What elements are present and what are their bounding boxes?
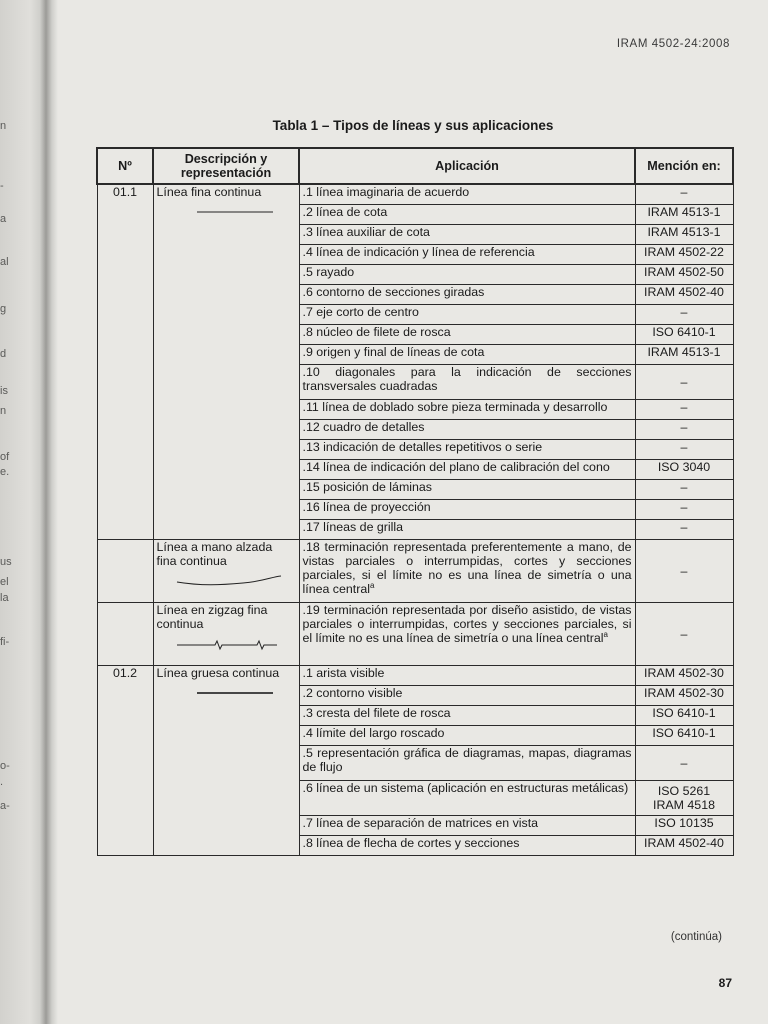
mention-text: IRAM 4502-22 bbox=[644, 245, 724, 259]
application-cell bbox=[299, 184, 635, 205]
line-description-text: Línea a mano alzada fina continua bbox=[156, 540, 273, 568]
margin-fragment: a bbox=[0, 213, 7, 225]
row-code bbox=[97, 603, 153, 666]
mention-text: ISO 6410-1 bbox=[652, 325, 716, 339]
application-text: .1 arista visible bbox=[302, 666, 385, 680]
mention-text: IRAM 4502-30 bbox=[644, 686, 724, 700]
application-cell bbox=[299, 726, 635, 746]
mention-text: ISO 6410-1 bbox=[652, 726, 716, 740]
document-page bbox=[58, 0, 768, 1024]
mention-cell bbox=[635, 400, 733, 420]
document-code: IRAM 4502-24:2008 bbox=[616, 38, 730, 50]
application-cell bbox=[299, 265, 635, 285]
margin-fragment: us bbox=[0, 556, 12, 568]
margin-fragment: a- bbox=[0, 800, 10, 812]
application-text: .19 terminación representada por diseño asistido, de vistas parciales o interrumpidas, cortes y secciones parciales, si el límite no es una línea de simetría o una línea central bbox=[302, 603, 632, 645]
mention-cell bbox=[635, 816, 733, 836]
application-text: .8 línea de flecha de cortes y secciones bbox=[302, 836, 520, 850]
application-text: .11 línea de doblado sobre pieza terminada y desarrollo bbox=[302, 400, 608, 414]
footnote-marker: a bbox=[603, 629, 608, 639]
table-title: Tabla 1 – Tipos de líneas y sus aplicaciones bbox=[272, 118, 554, 133]
mention-cell bbox=[635, 666, 733, 686]
application-text: .2 línea de cota bbox=[302, 205, 388, 219]
mention-text: – bbox=[680, 520, 688, 534]
header-description: Descripción y representación bbox=[153, 148, 299, 184]
mention-text: – bbox=[680, 305, 688, 319]
mention-cell bbox=[635, 245, 733, 265]
margin-fragment: of bbox=[0, 451, 10, 463]
mention-text: ISO 5261 bbox=[657, 784, 711, 798]
application-cell bbox=[299, 245, 635, 265]
application-text: .8 núcleo de filete de rosca bbox=[302, 325, 451, 339]
mention-text: – bbox=[680, 185, 688, 199]
application-text: .5 representación gráfica de diagramas, mapas, diagramas de flujo bbox=[302, 746, 632, 774]
application-text: .15 posición de láminas bbox=[302, 480, 432, 494]
mention-cell bbox=[635, 836, 733, 856]
previous-page-text-fragments bbox=[0, 0, 14, 1024]
mention-cell bbox=[635, 726, 733, 746]
mention-text: – bbox=[680, 756, 688, 770]
line-sample bbox=[157, 637, 296, 654]
margin-fragment: . bbox=[0, 776, 4, 788]
mention-text: – bbox=[680, 480, 688, 494]
application-cell bbox=[299, 285, 635, 305]
margin-fragment: el bbox=[0, 576, 9, 588]
header-mention: Mención en: bbox=[635, 148, 733, 184]
line-description bbox=[153, 184, 299, 540]
application-cell bbox=[299, 781, 635, 816]
application-cell bbox=[299, 500, 635, 520]
mention-cell bbox=[635, 265, 733, 285]
table-body bbox=[97, 184, 733, 856]
mention-text: IRAM 4513-1 bbox=[647, 345, 721, 359]
mention-text: IRAM 4502-40 bbox=[644, 836, 724, 850]
page-number: 87 bbox=[718, 976, 732, 990]
mention-cell bbox=[635, 225, 733, 245]
table-header-row bbox=[97, 148, 733, 184]
application-cell bbox=[299, 460, 635, 480]
application-cell bbox=[299, 746, 635, 781]
mention-cell bbox=[635, 706, 733, 726]
mention-cell bbox=[635, 205, 733, 225]
margin-fragment: e. bbox=[0, 466, 10, 478]
table-row bbox=[97, 540, 733, 603]
application-cell bbox=[299, 420, 635, 440]
margin-fragment: n bbox=[0, 405, 7, 417]
application-text: .5 rayado bbox=[302, 265, 355, 279]
mention-cell bbox=[635, 345, 733, 365]
application-cell bbox=[299, 205, 635, 225]
application-text: .4 límite del largo roscado bbox=[302, 726, 445, 740]
application-text: .10 diagonales para la indicación de secciones transversales cuadradas bbox=[302, 365, 632, 393]
application-cell bbox=[299, 686, 635, 706]
mention-text: – bbox=[680, 420, 688, 434]
margin-fragment: fi- bbox=[0, 636, 10, 648]
application-text: .13 indicación de detalles repetitivos o serie bbox=[302, 440, 543, 454]
application-text: .2 contorno visible bbox=[302, 686, 403, 700]
application-cell bbox=[299, 325, 635, 345]
mention-text: ISO 10135 bbox=[654, 816, 714, 830]
table-row bbox=[97, 603, 733, 666]
line-types-table bbox=[96, 147, 734, 856]
mention-cell bbox=[635, 781, 733, 816]
zigzag-line-sample bbox=[171, 637, 283, 651]
application-cell bbox=[299, 706, 635, 726]
application-cell bbox=[299, 345, 635, 365]
mention-cell bbox=[635, 500, 733, 520]
freehand-line-sample bbox=[171, 574, 283, 588]
mention-text: – bbox=[680, 400, 688, 414]
application-cell bbox=[299, 365, 635, 400]
application-text: .9 origen y final de líneas de cota bbox=[302, 345, 485, 359]
application-text: .14 línea de indicación del plano de calibración del cono bbox=[302, 460, 610, 474]
margin-fragment: la bbox=[0, 592, 9, 604]
application-cell bbox=[299, 305, 635, 325]
margin-fragment: d bbox=[0, 348, 7, 360]
mention-cell bbox=[635, 285, 733, 305]
mention-cell bbox=[635, 603, 733, 666]
header-no: Nº bbox=[97, 148, 153, 184]
mention-text: – bbox=[680, 440, 688, 454]
mention-text: IRAM 4502-40 bbox=[644, 285, 724, 299]
header-application: Aplicación bbox=[299, 148, 635, 184]
mention-text: IRAM 4513-1 bbox=[647, 225, 721, 239]
mention-text: ISO 3040 bbox=[657, 460, 711, 474]
line-description-text: Línea gruesa continua bbox=[156, 666, 280, 680]
mention-cell bbox=[635, 365, 733, 400]
application-cell bbox=[299, 225, 635, 245]
margin-fragment: al bbox=[0, 256, 9, 268]
mention-cell bbox=[635, 325, 733, 345]
application-text: .18 terminación representada preferentemente a mano, de vistas parciales o interrumpidas, cortes y secciones parciales, si el límite no es una línea de simetría o una línea central bbox=[302, 540, 632, 596]
application-text: .1 línea imaginaria de acuerdo bbox=[302, 185, 470, 199]
line-sample bbox=[157, 574, 296, 591]
margin-fragment: n bbox=[0, 120, 7, 132]
application-cell bbox=[299, 520, 635, 540]
margin-fragment: g bbox=[0, 303, 7, 315]
mention-cell bbox=[635, 540, 733, 603]
mention-cell bbox=[635, 686, 733, 706]
application-text: .3 cresta del filete de rosca bbox=[302, 706, 451, 720]
footnote-marker: a bbox=[370, 580, 375, 590]
mention-cell bbox=[635, 520, 733, 540]
application-cell bbox=[299, 816, 635, 836]
application-cell bbox=[299, 603, 635, 666]
fine-continuous-line-sample bbox=[195, 208, 275, 216]
mention-text: IRAM 4513-1 bbox=[647, 205, 721, 219]
table-row bbox=[97, 184, 733, 205]
table-row bbox=[97, 666, 733, 686]
application-cell bbox=[299, 836, 635, 856]
line-sample bbox=[157, 686, 296, 700]
mention-cell bbox=[635, 746, 733, 781]
application-cell bbox=[299, 480, 635, 500]
application-cell bbox=[299, 666, 635, 686]
application-text: .6 contorno de secciones giradas bbox=[302, 285, 485, 299]
mention-text: ISO 6410-1 bbox=[652, 706, 716, 720]
mention-text: – bbox=[680, 500, 688, 514]
mention-cell bbox=[635, 460, 733, 480]
thick-continuous-line-sample bbox=[195, 689, 275, 697]
mention-cell bbox=[635, 184, 733, 205]
mention-text: IRAM 4502-30 bbox=[644, 666, 724, 680]
application-text: .7 eje corto de centro bbox=[302, 305, 419, 319]
mention-text: IRAM 4502-50 bbox=[644, 265, 724, 279]
line-description bbox=[153, 603, 299, 666]
application-cell bbox=[299, 440, 635, 460]
application-text: .7 línea de separación de matrices en vista bbox=[302, 816, 539, 830]
continued-label: (continúa) bbox=[670, 931, 722, 943]
mention-text: – bbox=[680, 627, 688, 641]
row-code: 01.2 bbox=[97, 666, 153, 856]
mention-cell bbox=[635, 480, 733, 500]
application-cell bbox=[299, 540, 635, 603]
mention-text-secondary: IRAM 4518 bbox=[653, 798, 715, 812]
line-description-text: Línea fina continua bbox=[156, 185, 262, 199]
margin-fragment: o- bbox=[0, 760, 10, 772]
row-code: 01.1 bbox=[97, 184, 153, 540]
margin-fragment: - bbox=[0, 180, 4, 192]
application-text: .17 líneas de grilla bbox=[302, 520, 404, 534]
line-description-text: Línea en zigzag fina continua bbox=[156, 603, 268, 631]
line-sample bbox=[157, 205, 296, 219]
row-code bbox=[97, 540, 153, 603]
line-description bbox=[153, 540, 299, 603]
application-cell bbox=[299, 400, 635, 420]
application-text: .3 línea auxiliar de cota bbox=[302, 225, 430, 239]
margin-fragment: is bbox=[0, 385, 8, 397]
application-text: .16 línea de proyección bbox=[302, 500, 431, 514]
application-text: .4 línea de indicación y línea de referencia bbox=[302, 245, 535, 259]
line-description bbox=[153, 666, 299, 856]
application-text: .6 línea de un sistema (aplicación en estructuras metálicas) bbox=[302, 781, 629, 795]
mention-cell bbox=[635, 305, 733, 325]
application-text: .12 cuadro de detalles bbox=[302, 420, 425, 434]
mention-text: – bbox=[680, 375, 688, 389]
mention-cell bbox=[635, 440, 733, 460]
mention-text: – bbox=[680, 564, 688, 578]
mention-cell bbox=[635, 420, 733, 440]
